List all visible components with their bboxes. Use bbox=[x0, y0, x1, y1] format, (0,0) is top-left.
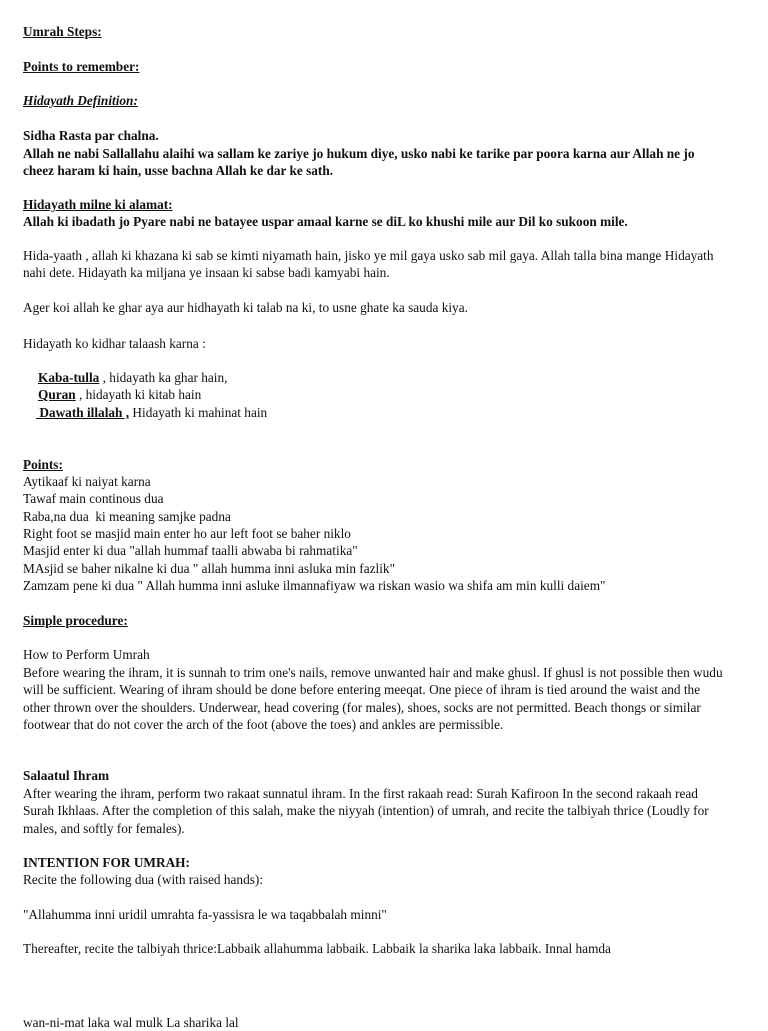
heading-hidayath-definition: Hidayath Definition: bbox=[23, 93, 138, 108]
alamat-text: Allah ki ibadath jo Pyare nabi ne batayee uspar amaal karne se diL ko khushi mile aur Dil ko sukoon mile. bbox=[23, 214, 628, 229]
list-item: Masjid enter ki dua "allah hummaf taalli abwaba bi rahmatika" bbox=[23, 543, 358, 558]
title-umrah-steps: Umrah Steps: bbox=[23, 24, 102, 39]
list-item: Tawaf main continous dua bbox=[23, 491, 164, 506]
heading-salaatul-ihram: Salaatul Ihram bbox=[23, 768, 110, 783]
paragraph-ihram: Before wearing the ihram, it is sunnah to trim one's nails, remove unwanted hair and make ghusl. If ghusl is not possible then wudu will be sufficient. Wearing of ihram should be done before entering meeqat. One piece of ihram is tied around the waist and the other thrown over the shoulders. Underwear, head covering (for males), shoes, socks are not permitted. Beach thongs or similar footwear that do not cover the arch of the foot (above the toes) and ankles are permissible. bbox=[23, 665, 723, 733]
heading-points: Points: bbox=[23, 457, 63, 472]
place-desc: , hidayath ka ghar hain, bbox=[99, 370, 228, 385]
list-item: MAsjid se baher nikalne ki dua " allah humma inni asluka min fazlik" bbox=[23, 561, 396, 576]
place-desc: , hidayath ki kitab hain bbox=[75, 387, 202, 402]
paragraph-salaatul: After wearing the ihram, perform two rakaat sunnatul ihram. In the first rakaah read: Surah Kafiroon In the second rakaah read Surah Ikhlaas. After the completion of this salah, make the niyyah (intention) of umrah, and recite the talbiyah thrice (Loudly for males, and softly for females). bbox=[23, 786, 709, 836]
definition-line-1: Sidha Rasta par chalna. bbox=[23, 128, 159, 143]
definition-line-2: Allah ne nabi Sallallahu alaihi wa sallam ke zariye jo hukum diye, usko nabi ke tarike par poora karna aur Allah ne jo cheez haram ki hain, usse bachna Allah ke dar ke sath. bbox=[23, 146, 695, 179]
place-item bbox=[38, 369, 724, 386]
paragraph-hidayaath: Hida-yaath , allah ki khazana ki sab se kimti niyamath hain, jisko ye mil gaya usko sab mil gaya. Allah talla bina mange Hidayath nahi dete. Hidayath ka miljana ye insaan ki sabse badi kamyabi hain. bbox=[23, 248, 714, 281]
talbiyah-line: Thereafter, recite the talbiyah thrice:Labbaik allahumma labbaik. Labbaik la sharika laka labbaik. Innal hamda bbox=[23, 941, 611, 956]
list-item: Aytikaaf ki naiyat karna bbox=[23, 474, 151, 489]
how-to-perform: How to Perform Umrah bbox=[23, 647, 150, 662]
dua-line: "Allahumma inni uridil umrahta fa-yassisra le wa taqabbalah minni" bbox=[23, 907, 387, 922]
place-term: Dawath illalah , bbox=[36, 405, 130, 420]
heading-simple-procedure: Simple procedure: bbox=[23, 613, 128, 628]
heading-points-to-remember: Points to remember: bbox=[23, 59, 140, 74]
place-term: Kaba-tulla bbox=[38, 370, 100, 385]
place-item bbox=[38, 386, 724, 403]
place-term: Quran bbox=[38, 387, 76, 402]
recite-line: Recite the following dua (with raised hands): bbox=[23, 872, 264, 887]
heading-intention: INTENTION FOR UMRAH: bbox=[23, 855, 190, 870]
paragraph-ager: Ager koi allah ke ghar aya aur hidhayath ki talab na ki, to usne ghate ka sauda kiya. bbox=[23, 300, 468, 315]
cut-off-line: wan-ni-mat laka wal mulk La sharika lal bbox=[23, 1015, 239, 1030]
place-desc: Hidayath ki mahinat hain bbox=[129, 405, 268, 420]
list-item: Raba,na dua ki meaning samjke padna bbox=[23, 509, 231, 524]
list-item: Zamzam pene ki dua " Allah humma inni asluke ilmannafiyaw wa riskan wasio wa shifa am min kulli daiem" bbox=[23, 578, 606, 593]
place-item bbox=[36, 404, 724, 421]
list-item: Right foot se masjid main enter ho aur left foot se baher niklo bbox=[23, 526, 351, 541]
heading-alamat: Hidayath milne ki alamat: bbox=[23, 197, 173, 212]
paragraph-kidhar: Hidayath ko kidhar talaash karna : bbox=[23, 336, 206, 351]
